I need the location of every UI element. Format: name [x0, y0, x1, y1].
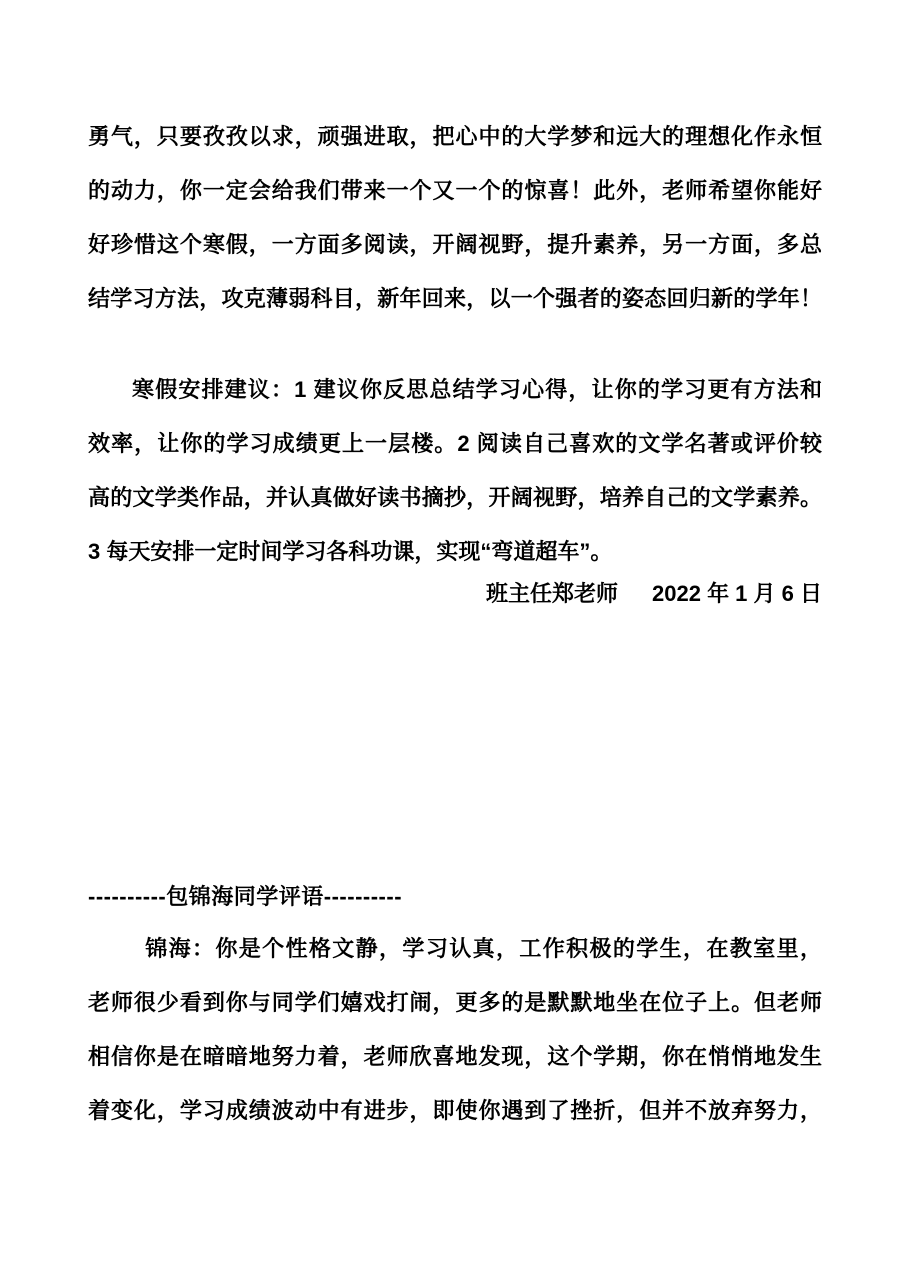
text-line: 效率，让你的学习成绩更上一层楼。2 阅读自己喜欢的文学名著或评价较	[88, 431, 822, 456]
text-line: 勇气，只要孜孜以求，顽强进取，把心中的大学梦和远大的理想化作永恒	[88, 124, 822, 149]
paragraph-vacation-suggestions	[88, 363, 822, 579]
signature-author: 班主任郑老师	[486, 581, 619, 606]
text-line: 寒假安排建议：1 建议你反思总结学习心得，让你的学习更有方法和	[132, 377, 822, 402]
divider-heading: ----------包锦海同学评语----------	[88, 884, 403, 909]
student-comment-divider	[88, 870, 822, 924]
text-line: 锦海：你是个性格文静，学习认真，工作积极的学生，在教室里，	[145, 936, 822, 961]
text-line: 3 每天安排一定时间学习各科功课，实现“弯道超车”。	[88, 539, 613, 564]
text-line: 着变化，学习成绩波动中有进步，即使你遇到了挫折，但并不放弃努力，	[88, 1098, 822, 1123]
text-line: 好珍惜这个寒假，一方面多阅读，开阔视野，提升素养，另一方面，多总	[88, 232, 822, 257]
text-line: 结学习方法，攻克薄弱科目，新年回来，以一个强者的姿态回归新的学年！	[88, 286, 822, 311]
text-line: 高的文学类作品，并认真做好读书摘抄，开阔视野，培养自己的文学素养。	[88, 485, 822, 510]
signature-date: 2022 年 1 月 6 日	[652, 581, 822, 606]
signature-row	[88, 567, 834, 621]
paragraph-encouragement	[88, 110, 822, 326]
text-line: 老师很少看到你与同学们嬉戏打闹，更多的是默默地坐在位子上。但老师	[88, 990, 822, 1015]
text-line: 相信你是在暗暗地努力着，老师欣喜地发现，这个学期，你在悄悄地发生	[88, 1044, 822, 1069]
text-line: 的动力，你一定会给我们带来一个又一个的惊喜！此外，老师希望你能好	[88, 178, 822, 203]
paragraph-student-comment	[88, 922, 822, 1138]
